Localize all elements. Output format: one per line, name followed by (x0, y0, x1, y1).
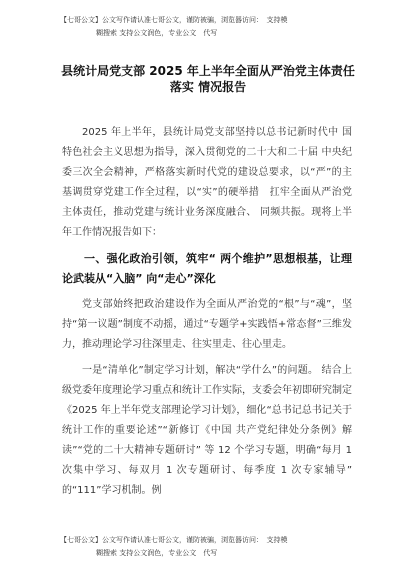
body-paragraph: 党支部始终把政治建设作为全面从严治党的“根”与“魂”，坚持“第一议题”制度不动摇，通过“专题学+实践悟+常态督”三维发力，推动理论学习往深里走、往实里走、往心里走。 (62, 299, 352, 350)
footer-line-2: 糊搜索 支持公文润色，专业公文 代写 (96, 549, 218, 557)
intro-paragraph: 2025 年上半年，县统计局党支部坚持以总书记新时代中 国特色社会主义思想为指导，深入贯彻党的二十大和二十届 中央纪委三次全会精神，严格落实新时代党的建设总要求，以“严”的主基调贯穿党建工作全过程，以“实”的硬举措 扛牢全面从严治党主体责任，推动党建与统计业务深度融合、 同频共振。现将上半年工作情况报告如下： (62, 127, 352, 238)
section-heading: 一、强化政治引领，筑牢“ 两个维护”思想根基，让理论武装从“入脑” 向“走心”深化 (62, 252, 352, 285)
footer-line-1: 【七哥公文】公文写作请认准七哥公文，谨防被骗，浏览器访问： 支持模 (60, 536, 288, 544)
document-title: 县统计局党支部 2025 年上半年全面从严治党主体责任落实 情况报告 (61, 64, 355, 94)
page-footer (60, 534, 360, 560)
document-body (62, 123, 352, 507)
header-line-1: 【七哥公文】公文写作请认准七哥公文，谨防被骗，浏览器访问： 支持模 (60, 16, 288, 24)
header-line-2: 糊搜索 支持公文润色，专业公文 代写 (96, 29, 218, 37)
page-header (60, 14, 360, 40)
body-paragraph: 一是“清单化”制定学习计划，解决“学什么”的问题。 结合上级党委年度理论学习重点和统计工作实际，支委会年初即研究制定《2025 年上半年党支部理论学习计划》，细化“总书记总书记关于统计工作的重要论述”“新修订《中国 共产党纪律处分条例》解读”“党的二十大精神专题研讨” 等 12 个学习专题，明确“每月 1 次集中学习、每双月 1 次专题研讨、每季度 1 次专家辅导” 的“111”学习机制。例 (62, 365, 352, 496)
